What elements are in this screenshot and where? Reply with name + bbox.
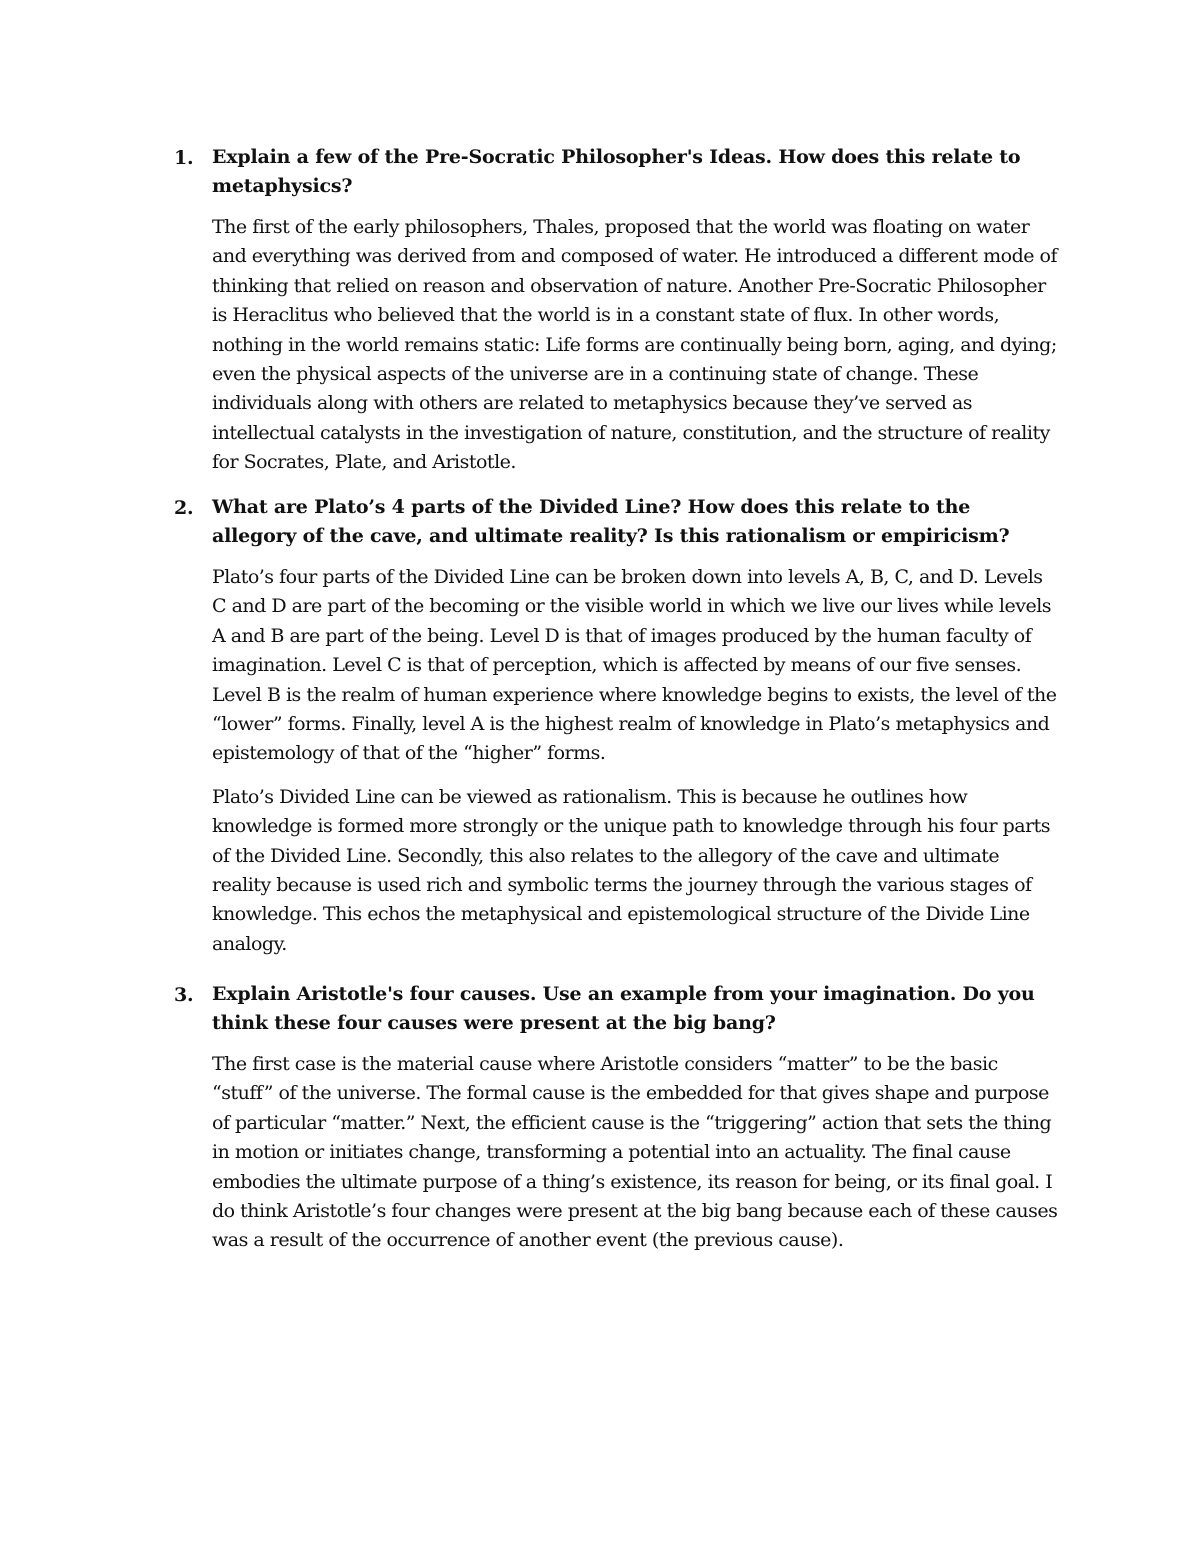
answer-paragraph: The first of the early philosophers, Thales, proposed that the world was floating on water and everything was derived from and composed of water. He introduced a different mode of thinking that relied on reason and observation of nature. Another Pre-Socratic Philosopher is Heraclitus who believed that the world is in a constant state of flux. In other words, nothing in the world remains static: Life forms are continually being born, aging, and dying; even the physical aspects of the universe are in a continuing state of change. These individuals along with others are related to metaphysics because they’ve served as intellectual catalysts in the investigation of nature, constitution, and the structure of reality for Socrates, Plate, and Aristotle. [212,216,1057,474]
answer-paragraph: Plato’s four parts of the Divided Line can be broken down into levels A, B, C, and D. Levels C and D are part of the becoming or the visible world in which we live our lives while levels A and B are part of the being. Level D is that of images produced by the human faculty of imagination. Level C is that of perception, which is affected by means of our five senses. Level B is the realm of human experience where knowledge begins to exists, the level of the “lower” forms. Finally, level A is the highest realm of knowledge in Plato’s metaphysics and epistemology of that of the “higher” forms. [212,566,1057,765]
item-number: 3. [174,984,194,1006]
question-heading: Explain a few of the Pre-Socratic Philosopher's Ideas. How does this relate to metaphysics? [212,146,1021,197]
item-number: 2. [174,497,194,519]
answer-paragraph: Plato’s Divided Line can be viewed as rationalism. This is because he outlines how knowledge is formed more strongly or the unique path to knowledge through his four parts of the Divided Line. Secondly, this also relates to the allegory of the cave and ultimate reality because is used rich and symbolic terms the journey through the various stages of knowledge. This echos the metaphysical and epistemological structure of the Divide Line analogy. [212,785,1051,955]
list-item [170,493,1060,959]
item-number: 1. [174,147,194,169]
question-heading: What are Plato’s 4 parts of the Divided Line? How does this relate to the allegory of the cave, and ultimate reality? Is this rationalism or empiricism? [212,496,1010,547]
question-heading: Explain Aristotle's four causes. Use an example from your imagination. Do you think these four causes were present at the big bang? [212,983,1035,1034]
list-item [170,980,1060,1256]
answer-paragraph: The first case is the material cause where Aristotle considers “matter” to be the basic “stuff” of the universe. The formal cause is the embedded for that gives shape and purpose of particular “matter.” Next, the efficient cause is the “triggering” action that sets the thing in motion or initiates change, transforming a potential into an actuality. The final cause embodies the ultimate purpose of a thing’s existence, its reason for being, or its final goal. I do think Aristotle’s four changes were present at the big bang because each of these causes was a result of the occurrence of another event (the previous cause). [212,1053,1058,1252]
list-item [170,143,1060,478]
